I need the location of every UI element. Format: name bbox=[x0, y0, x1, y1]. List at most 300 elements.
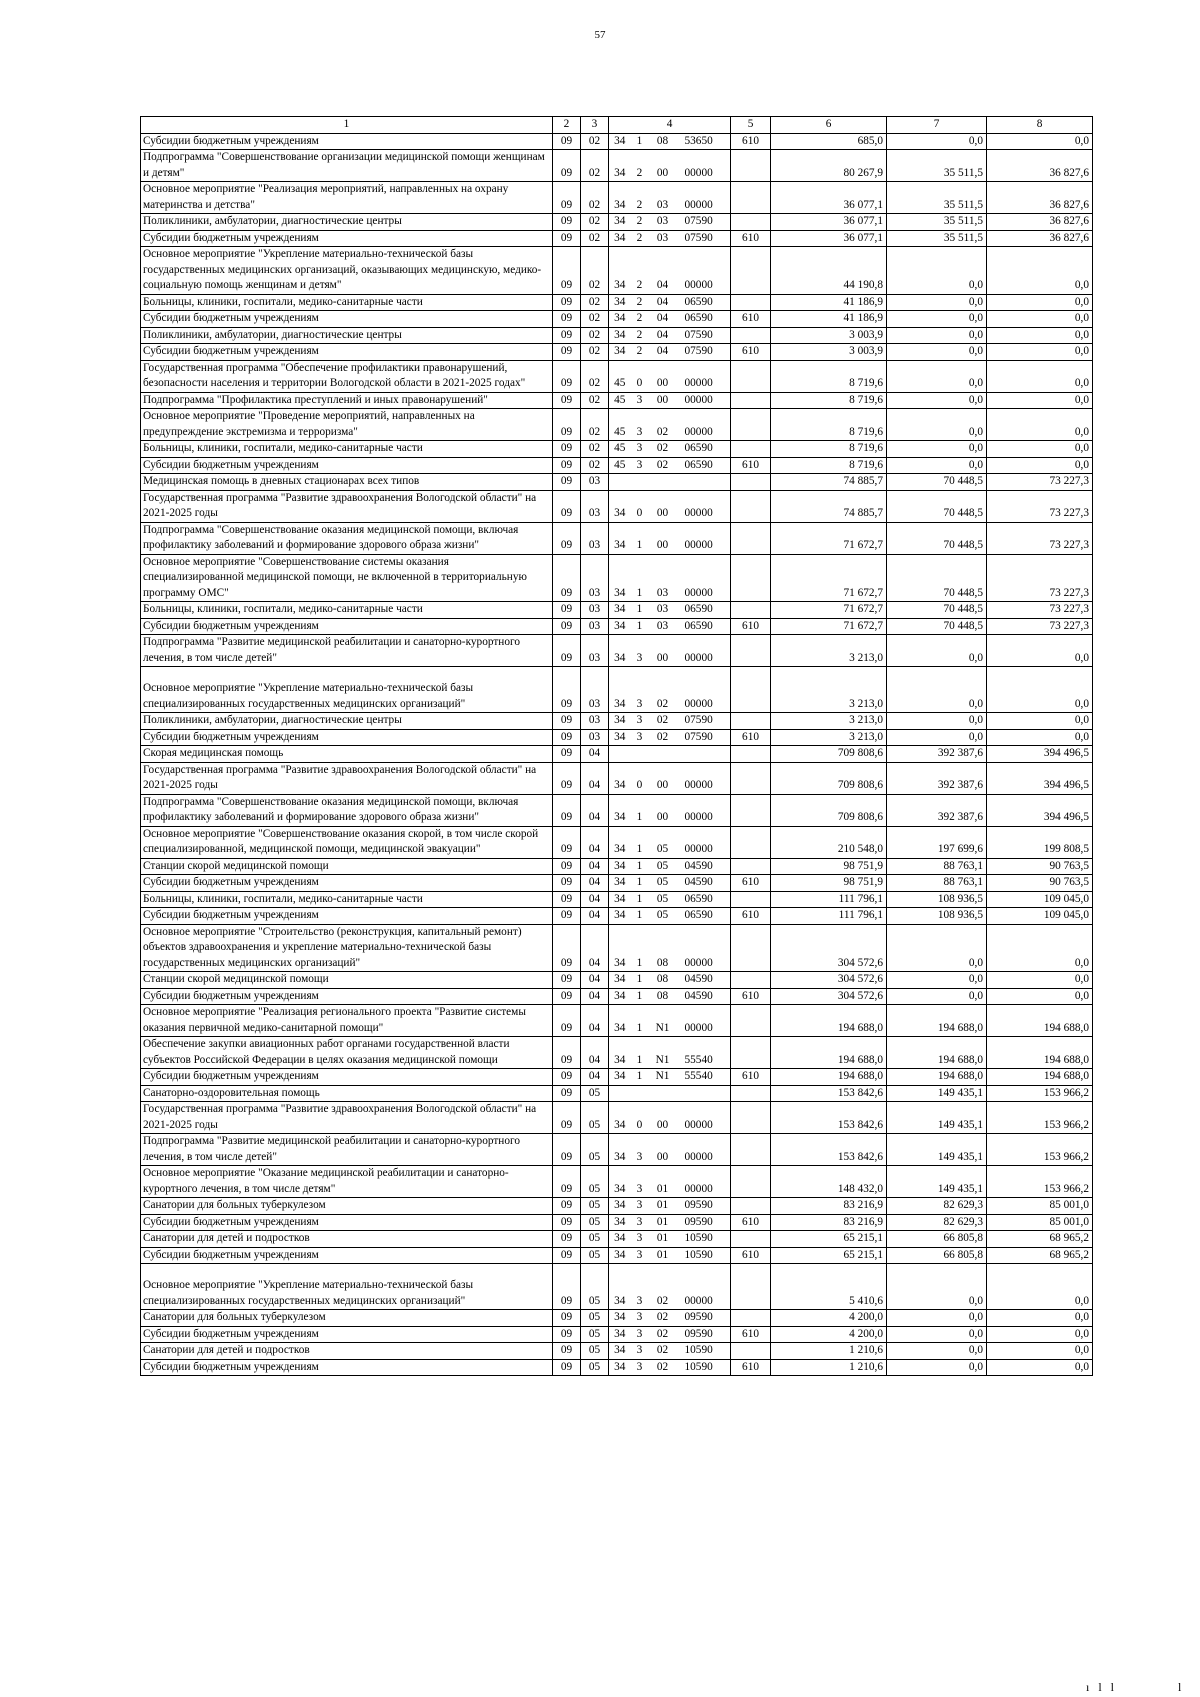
direction-code: 00000 bbox=[677, 360, 731, 392]
section-code: 09 bbox=[553, 1005, 581, 1037]
section-code: 09 bbox=[553, 826, 581, 858]
section-code: 09 bbox=[553, 360, 581, 392]
activity-code: 04 bbox=[649, 311, 677, 328]
section-code: 09 bbox=[553, 1037, 581, 1069]
amount-2021: 153 842,6 bbox=[771, 1134, 887, 1166]
table-row bbox=[141, 891, 1093, 908]
amount-2021: 709 808,6 bbox=[771, 762, 887, 794]
row-name: Субсидии бюджетным учреждениям bbox=[141, 618, 553, 635]
activity-code: 08 bbox=[649, 988, 677, 1005]
subprogram-code: 3 bbox=[631, 1310, 649, 1327]
direction-code: 04590 bbox=[677, 988, 731, 1005]
direction-code: 00000 bbox=[677, 182, 731, 214]
program-code: 45 bbox=[609, 457, 631, 474]
row-name: Подпрограмма "Совершенствование оказания медицинской помощи, включая профилактику заболеваний и формирование здорового образа жизни" bbox=[141, 522, 553, 554]
amount-2023: 0,0 bbox=[987, 1310, 1093, 1327]
subprogram-code: 3 bbox=[631, 1247, 649, 1264]
table-row bbox=[141, 988, 1093, 1005]
amount-2022: 35 511,5 bbox=[887, 214, 987, 231]
program-code: 34 bbox=[609, 1102, 631, 1134]
activity-code: 02 bbox=[649, 729, 677, 746]
section-code: 09 bbox=[553, 247, 581, 295]
table-row bbox=[141, 746, 1093, 763]
amount-2021: 8 719,6 bbox=[771, 409, 887, 441]
amount-2022: 0,0 bbox=[887, 294, 987, 311]
activity-code: 01 bbox=[649, 1231, 677, 1248]
program-code bbox=[609, 474, 631, 491]
row-name: Основное мероприятие "Совершенствование системы оказания специализированной медицинской помощи, не включенной в территориальную программу ОМС" bbox=[141, 554, 553, 602]
subsection-code: 04 bbox=[581, 762, 609, 794]
amount-2023: 194 688,0 bbox=[987, 1005, 1093, 1037]
subprogram-code: 1 bbox=[631, 618, 649, 635]
direction-code: 10590 bbox=[677, 1343, 731, 1360]
row-name: Основное мероприятие "Совершенствование оказания скорой, в том числе скорой специализированной, медицинской помощи, медицинской эвакуации" bbox=[141, 826, 553, 858]
subsection-code: 05 bbox=[581, 1310, 609, 1327]
activity-code: 00 bbox=[649, 360, 677, 392]
activity-code: 04 bbox=[649, 294, 677, 311]
row-name: Скорая медицинская помощь bbox=[141, 746, 553, 763]
activity-code: 03 bbox=[649, 182, 677, 214]
activity-code: 05 bbox=[649, 826, 677, 858]
activity-code: 02 bbox=[649, 441, 677, 458]
amount-2023: 73 227,3 bbox=[987, 618, 1093, 635]
section-code: 09 bbox=[553, 875, 581, 892]
amount-2022: 149 435,1 bbox=[887, 1085, 987, 1102]
amount-2021: 71 672,7 bbox=[771, 522, 887, 554]
activity-code: 01 bbox=[649, 1247, 677, 1264]
header-col-4: 4 bbox=[609, 117, 731, 134]
subprogram-code: 3 bbox=[631, 1359, 649, 1376]
amount-2022: 70 448,5 bbox=[887, 618, 987, 635]
program-code: 34 bbox=[609, 230, 631, 247]
subsection-code: 05 bbox=[581, 1214, 609, 1231]
expense-type-code: 610 bbox=[731, 1326, 771, 1343]
direction-code: 00000 bbox=[677, 1264, 731, 1310]
amount-2023: 0,0 bbox=[987, 1264, 1093, 1310]
program-code: 34 bbox=[609, 1359, 631, 1376]
amount-2023: 153 966,2 bbox=[987, 1166, 1093, 1198]
amount-2023: 90 763,5 bbox=[987, 875, 1093, 892]
section-code: 09 bbox=[553, 1264, 581, 1310]
subsection-code: 04 bbox=[581, 924, 609, 972]
program-code: 34 bbox=[609, 602, 631, 619]
direction-code: 53650 bbox=[677, 133, 731, 150]
table-row bbox=[141, 667, 1093, 713]
subprogram-code: 2 bbox=[631, 311, 649, 328]
subprogram-code: 0 bbox=[631, 762, 649, 794]
row-name: Подпрограмма "Профилактика преступлений и иных правонарушений" bbox=[141, 392, 553, 409]
subprogram-code: 1 bbox=[631, 972, 649, 989]
section-code: 09 bbox=[553, 441, 581, 458]
amount-2023: 0,0 bbox=[987, 667, 1093, 713]
amount-2023: 0,0 bbox=[987, 133, 1093, 150]
amount-2023: 0,0 bbox=[987, 713, 1093, 730]
program-code: 34 bbox=[609, 794, 631, 826]
subprogram-code: 3 bbox=[631, 409, 649, 441]
table-row bbox=[141, 457, 1093, 474]
activity-code: 00 bbox=[649, 635, 677, 667]
amount-2023: 36 827,6 bbox=[987, 230, 1093, 247]
section-code: 09 bbox=[553, 490, 581, 522]
section-code: 09 bbox=[553, 1326, 581, 1343]
subsection-code: 02 bbox=[581, 457, 609, 474]
amount-2022: 35 511,5 bbox=[887, 182, 987, 214]
amount-2023: 36 827,6 bbox=[987, 214, 1093, 231]
subprogram-code: 1 bbox=[631, 891, 649, 908]
amount-2021: 709 808,6 bbox=[771, 746, 887, 763]
amount-2023: 0,0 bbox=[987, 457, 1093, 474]
subsection-code: 04 bbox=[581, 875, 609, 892]
subsection-code: 05 bbox=[581, 1247, 609, 1264]
direction-code: 04590 bbox=[677, 858, 731, 875]
amount-2023: 0,0 bbox=[987, 729, 1093, 746]
expense-type-code: 610 bbox=[731, 311, 771, 328]
subsection-code: 05 bbox=[581, 1134, 609, 1166]
amount-2021: 111 796,1 bbox=[771, 908, 887, 925]
subprogram-code: 1 bbox=[631, 924, 649, 972]
amount-2022: 82 629,3 bbox=[887, 1214, 987, 1231]
amount-2021: 304 572,6 bbox=[771, 924, 887, 972]
amount-2021: 83 216,9 bbox=[771, 1198, 887, 1215]
expense-type-code bbox=[731, 762, 771, 794]
table-row bbox=[141, 729, 1093, 746]
row-name: Больницы, клиники, госпитали, медико-санитарные части bbox=[141, 891, 553, 908]
header-col-7: 7 bbox=[887, 117, 987, 134]
amount-2021: 41 186,9 bbox=[771, 294, 887, 311]
amount-2021: 80 267,9 bbox=[771, 150, 887, 182]
amount-2022: 0,0 bbox=[887, 713, 987, 730]
activity-code: 04 bbox=[649, 344, 677, 361]
section-code: 09 bbox=[553, 554, 581, 602]
expense-type-code bbox=[731, 182, 771, 214]
section-code: 09 bbox=[553, 1359, 581, 1376]
amount-2021: 148 432,0 bbox=[771, 1166, 887, 1198]
scan-edge-mark: l bbox=[1178, 1680, 1182, 1694]
table-row bbox=[141, 133, 1093, 150]
section-code: 09 bbox=[553, 794, 581, 826]
amount-2023: 0,0 bbox=[987, 392, 1093, 409]
subprogram-code: 3 bbox=[631, 1134, 649, 1166]
header-col-3: 3 bbox=[581, 117, 609, 134]
direction-code: 00000 bbox=[677, 762, 731, 794]
amount-2021: 8 719,6 bbox=[771, 457, 887, 474]
amount-2022: 0,0 bbox=[887, 667, 987, 713]
direction-code: 07590 bbox=[677, 230, 731, 247]
header-col-6: 6 bbox=[771, 117, 887, 134]
section-code: 09 bbox=[553, 1231, 581, 1248]
table-row bbox=[141, 1005, 1093, 1037]
subprogram-code: 3 bbox=[631, 1264, 649, 1310]
expense-type-code: 610 bbox=[731, 230, 771, 247]
section-code: 09 bbox=[553, 327, 581, 344]
row-name: Больницы, клиники, госпитали, медико-санитарные части bbox=[141, 602, 553, 619]
row-name: Больницы, клиники, госпитали, медико-санитарные части bbox=[141, 294, 553, 311]
row-name: Медицинская помощь в дневных стационарах всех типов bbox=[141, 474, 553, 491]
program-code: 34 bbox=[609, 311, 631, 328]
subprogram-code: 1 bbox=[631, 908, 649, 925]
expense-type-code bbox=[731, 924, 771, 972]
section-code: 09 bbox=[553, 858, 581, 875]
subsection-code: 02 bbox=[581, 360, 609, 392]
subsection-code: 04 bbox=[581, 1005, 609, 1037]
row-name: Субсидии бюджетным учреждениям bbox=[141, 311, 553, 328]
expense-type-code bbox=[731, 392, 771, 409]
row-name: Санаторно-оздоровительная помощь bbox=[141, 1085, 553, 1102]
amount-2021: 65 215,1 bbox=[771, 1247, 887, 1264]
expense-type-code bbox=[731, 713, 771, 730]
direction-code: 00000 bbox=[677, 794, 731, 826]
direction-code: 07590 bbox=[677, 713, 731, 730]
subsection-code: 05 bbox=[581, 1085, 609, 1102]
amount-2022: 0,0 bbox=[887, 327, 987, 344]
amount-2022: 88 763,1 bbox=[887, 858, 987, 875]
subsection-code: 04 bbox=[581, 988, 609, 1005]
program-code: 34 bbox=[609, 1037, 631, 1069]
subprogram-code: 1 bbox=[631, 794, 649, 826]
subsection-code: 03 bbox=[581, 635, 609, 667]
amount-2021: 98 751,9 bbox=[771, 875, 887, 892]
expense-type-code bbox=[731, 1102, 771, 1134]
amount-2023: 0,0 bbox=[987, 294, 1093, 311]
activity-code: N1 bbox=[649, 1005, 677, 1037]
expense-type-code bbox=[731, 441, 771, 458]
expense-type-code bbox=[731, 1264, 771, 1310]
amount-2021: 5 410,6 bbox=[771, 1264, 887, 1310]
amount-2022: 66 805,8 bbox=[887, 1231, 987, 1248]
expense-type-code: 610 bbox=[731, 908, 771, 925]
amount-2023: 0,0 bbox=[987, 360, 1093, 392]
amount-2023: 194 688,0 bbox=[987, 1037, 1093, 1069]
expense-type-code bbox=[731, 474, 771, 491]
table-row bbox=[141, 392, 1093, 409]
table-body bbox=[141, 133, 1093, 1376]
activity-code: 05 bbox=[649, 908, 677, 925]
program-code: 34 bbox=[609, 554, 631, 602]
amount-2022: 108 936,5 bbox=[887, 908, 987, 925]
section-code: 09 bbox=[553, 908, 581, 925]
amount-2021: 71 672,7 bbox=[771, 602, 887, 619]
amount-2022: 0,0 bbox=[887, 1326, 987, 1343]
amount-2022: 0,0 bbox=[887, 1343, 987, 1360]
section-code: 09 bbox=[553, 988, 581, 1005]
direction-code: 06590 bbox=[677, 891, 731, 908]
row-name: Государственная программа "Развитие здравоохранения Вологодской области" на 2021-2025 годы bbox=[141, 762, 553, 794]
section-code: 09 bbox=[553, 344, 581, 361]
row-name: Субсидии бюджетным учреждениям bbox=[141, 1247, 553, 1264]
program-code: 34 bbox=[609, 972, 631, 989]
row-name: Станции скорой медицинской помощи bbox=[141, 972, 553, 989]
row-name: Санатории для больных туберкулезом bbox=[141, 1198, 553, 1215]
program-code: 34 bbox=[609, 908, 631, 925]
amount-2022: 392 387,6 bbox=[887, 794, 987, 826]
row-name: Основное мероприятие "Реализация мероприятий, направленных на охрану материнства и детства" bbox=[141, 182, 553, 214]
amount-2022: 0,0 bbox=[887, 924, 987, 972]
amount-2022: 0,0 bbox=[887, 441, 987, 458]
direction-code: 07590 bbox=[677, 344, 731, 361]
row-name: Поликлиники, амбулатории, диагностические центры bbox=[141, 327, 553, 344]
amount-2021: 111 796,1 bbox=[771, 891, 887, 908]
table-row bbox=[141, 1264, 1093, 1310]
subprogram-code: 1 bbox=[631, 988, 649, 1005]
amount-2021: 685,0 bbox=[771, 133, 887, 150]
row-name: Субсидии бюджетным учреждениям bbox=[141, 1359, 553, 1376]
subprogram-code: 2 bbox=[631, 182, 649, 214]
amount-2022: 194 688,0 bbox=[887, 1037, 987, 1069]
activity-code: 03 bbox=[649, 230, 677, 247]
subprogram-code: 3 bbox=[631, 729, 649, 746]
program-code: 45 bbox=[609, 392, 631, 409]
amount-2022: 0,0 bbox=[887, 409, 987, 441]
activity-code bbox=[649, 474, 677, 491]
row-name: Субсидии бюджетным учреждениям bbox=[141, 729, 553, 746]
table-row bbox=[141, 1214, 1093, 1231]
direction-code: 55540 bbox=[677, 1069, 731, 1086]
activity-code: 00 bbox=[649, 794, 677, 826]
subsection-code: 02 bbox=[581, 344, 609, 361]
program-code: 34 bbox=[609, 490, 631, 522]
amount-2022: 0,0 bbox=[887, 988, 987, 1005]
program-code: 34 bbox=[609, 618, 631, 635]
table-row bbox=[141, 360, 1093, 392]
amount-2023: 109 045,0 bbox=[987, 908, 1093, 925]
direction-code bbox=[677, 1085, 731, 1102]
amount-2021: 3 003,9 bbox=[771, 327, 887, 344]
direction-code: 06590 bbox=[677, 618, 731, 635]
table-row bbox=[141, 1085, 1093, 1102]
subsection-code: 02 bbox=[581, 294, 609, 311]
program-code: 34 bbox=[609, 1005, 631, 1037]
activity-code: 00 bbox=[649, 762, 677, 794]
amount-2021: 3 213,0 bbox=[771, 667, 887, 713]
amount-2021: 98 751,9 bbox=[771, 858, 887, 875]
section-code: 09 bbox=[553, 1343, 581, 1360]
direction-code: 10590 bbox=[677, 1247, 731, 1264]
section-code: 09 bbox=[553, 891, 581, 908]
subsection-code: 04 bbox=[581, 1069, 609, 1086]
amount-2022: 0,0 bbox=[887, 133, 987, 150]
subsection-code: 05 bbox=[581, 1359, 609, 1376]
amount-2023: 394 496,5 bbox=[987, 746, 1093, 763]
activity-code: 04 bbox=[649, 327, 677, 344]
expense-type-code: 610 bbox=[731, 988, 771, 1005]
subprogram-code: 1 bbox=[631, 826, 649, 858]
header-row bbox=[141, 117, 1093, 134]
subsection-code: 03 bbox=[581, 729, 609, 746]
amount-2021: 83 216,9 bbox=[771, 1214, 887, 1231]
amount-2022: 149 435,1 bbox=[887, 1166, 987, 1198]
direction-code: 00000 bbox=[677, 392, 731, 409]
subprogram-code: 1 bbox=[631, 1069, 649, 1086]
amount-2021: 304 572,6 bbox=[771, 972, 887, 989]
row-name: Субсидии бюджетным учреждениям bbox=[141, 230, 553, 247]
program-code: 34 bbox=[609, 1214, 631, 1231]
amount-2022: 70 448,5 bbox=[887, 602, 987, 619]
table-row bbox=[141, 618, 1093, 635]
subsection-code: 04 bbox=[581, 908, 609, 925]
expense-type-code: 610 bbox=[731, 344, 771, 361]
direction-code: 09590 bbox=[677, 1326, 731, 1343]
subprogram-code bbox=[631, 474, 649, 491]
subsection-code: 04 bbox=[581, 1037, 609, 1069]
row-name: Субсидии бюджетным учреждениям bbox=[141, 133, 553, 150]
table-row bbox=[141, 1343, 1093, 1360]
activity-code: 02 bbox=[649, 457, 677, 474]
table-row bbox=[141, 1231, 1093, 1248]
activity-code: 00 bbox=[649, 1134, 677, 1166]
table-row bbox=[141, 794, 1093, 826]
table-row bbox=[141, 474, 1093, 491]
expense-type-code bbox=[731, 409, 771, 441]
subprogram-code: 1 bbox=[631, 858, 649, 875]
direction-code bbox=[677, 474, 731, 491]
program-code: 34 bbox=[609, 522, 631, 554]
table-row bbox=[141, 441, 1093, 458]
program-code: 34 bbox=[609, 247, 631, 295]
section-code: 09 bbox=[553, 182, 581, 214]
section-code: 09 bbox=[553, 1198, 581, 1215]
amount-2023: 0,0 bbox=[987, 409, 1093, 441]
subsection-code: 05 bbox=[581, 1264, 609, 1310]
direction-code: 00000 bbox=[677, 150, 731, 182]
program-code: 34 bbox=[609, 875, 631, 892]
amount-2022: 194 688,0 bbox=[887, 1069, 987, 1086]
direction-code: 06590 bbox=[677, 441, 731, 458]
direction-code: 06590 bbox=[677, 908, 731, 925]
amount-2022: 0,0 bbox=[887, 1264, 987, 1310]
activity-code: 05 bbox=[649, 858, 677, 875]
direction-code: 09590 bbox=[677, 1310, 731, 1327]
section-code: 09 bbox=[553, 972, 581, 989]
expense-type-code bbox=[731, 1310, 771, 1327]
expense-type-code bbox=[731, 294, 771, 311]
row-name: Субсидии бюджетным учреждениям bbox=[141, 344, 553, 361]
row-name: Основное мероприятие "Укрепление материально-технической базы специализированных государственных медицинских организаций" bbox=[141, 1264, 553, 1310]
section-code: 09 bbox=[553, 635, 581, 667]
amount-2022: 194 688,0 bbox=[887, 1005, 987, 1037]
amount-2021: 1 210,6 bbox=[771, 1343, 887, 1360]
row-name: Санатории для детей и подростков bbox=[141, 1231, 553, 1248]
amount-2023: 73 227,3 bbox=[987, 602, 1093, 619]
amount-2021: 71 672,7 bbox=[771, 618, 887, 635]
expense-type-code: 610 bbox=[731, 1247, 771, 1264]
expense-type-code: 610 bbox=[731, 618, 771, 635]
section-code: 09 bbox=[553, 311, 581, 328]
amount-2022: 35 511,5 bbox=[887, 230, 987, 247]
subprogram-code: 0 bbox=[631, 360, 649, 392]
amount-2022: 0,0 bbox=[887, 972, 987, 989]
expense-type-code bbox=[731, 214, 771, 231]
section-code: 09 bbox=[553, 618, 581, 635]
subsection-code: 03 bbox=[581, 713, 609, 730]
program-code: 34 bbox=[609, 713, 631, 730]
row-name: Основное мероприятие "Строительство (реконструкция, капитальный ремонт) объектов здравоохранения и укрепление материально-технической базы государственных медицинских организаций" bbox=[141, 924, 553, 972]
subsection-code: 03 bbox=[581, 522, 609, 554]
amount-2021: 709 808,6 bbox=[771, 794, 887, 826]
table-row bbox=[141, 875, 1093, 892]
subsection-code: 02 bbox=[581, 214, 609, 231]
amount-2023: 153 966,2 bbox=[987, 1134, 1093, 1166]
row-name: Станции скорой медицинской помощи bbox=[141, 858, 553, 875]
amount-2021: 36 077,1 bbox=[771, 182, 887, 214]
expense-type-code: 610 bbox=[731, 729, 771, 746]
subprogram-code: 0 bbox=[631, 1102, 649, 1134]
amount-2022: 0,0 bbox=[887, 247, 987, 295]
expense-type-code bbox=[731, 1134, 771, 1166]
subprogram-code bbox=[631, 746, 649, 763]
table-row bbox=[141, 554, 1093, 602]
table-row bbox=[141, 294, 1093, 311]
section-code: 09 bbox=[553, 667, 581, 713]
